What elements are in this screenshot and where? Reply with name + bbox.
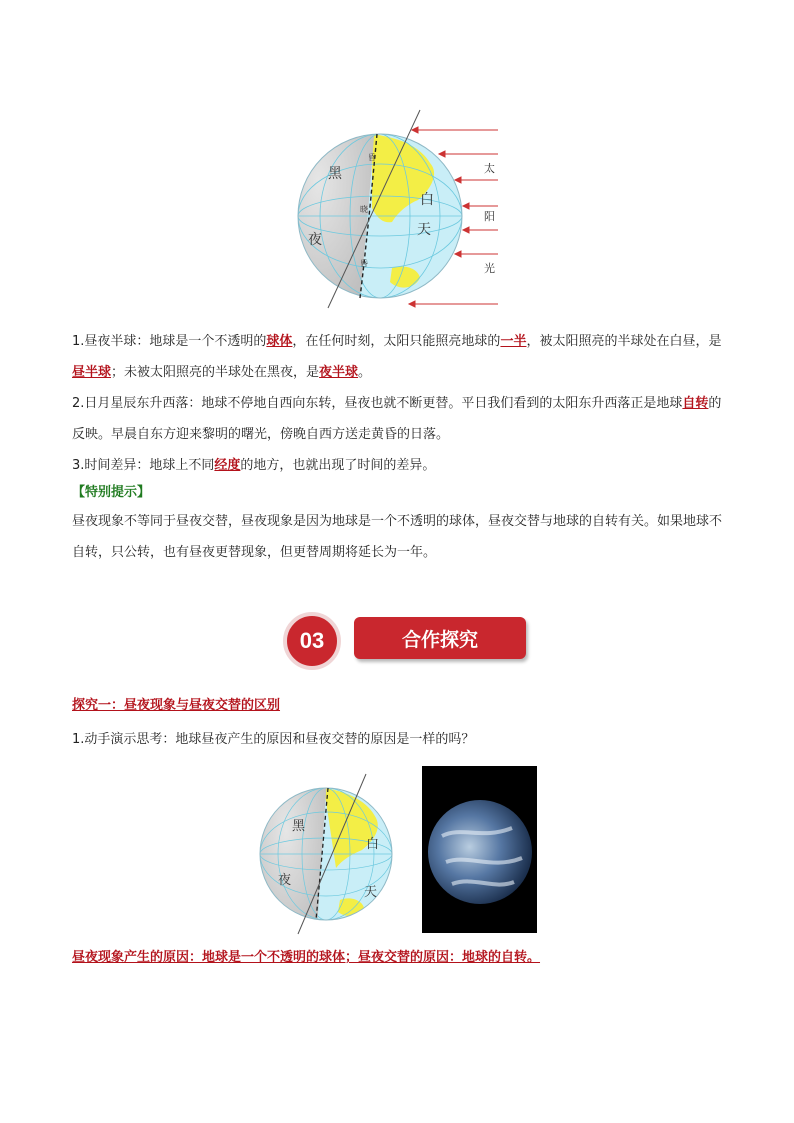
night-char-2: 夜 [308,232,322,248]
explore-question: 1.动手演示思考：地球昼夜产生的原因和昼夜交替的原因是一样的吗？ [72,732,475,747]
dusk-label: 昏 [368,153,376,162]
paragraph-1: 1.昼夜半球：地球是一个不透明的球体，在任何时刻，太阳只能照亮地球的一半，被太阳照亮的半球处在白昼，是昼半球；未被太阳照亮的半球处在黑夜，是夜半球。 [72,334,722,380]
dusk-label-2: 昏 [360,259,368,268]
night-char-1: 黑 [328,166,342,182]
day-char-1: 白 [366,837,380,852]
tip-title: 【特别提示】 [72,485,151,500]
globe-sunlight-figure [280,108,505,310]
dawn-label: 晓 [360,205,368,214]
day-char-2: 天 [364,885,378,900]
sun-char-1: 太 [484,162,495,175]
explore-answer: 昼夜现象产生的原因：地球是一个不透明的球体；昼夜交替的原因：地球的自转。 [72,950,541,965]
paragraph-2: 2.日月星辰东升西落：地球不停地自西向东转，昼夜也就不断更替。平日我们看到的太阳东升西落正是地球自转的反映。早晨自东方迎来黎明的曙光，傍晚自西方送走黄昏的日落。 [72,396,722,442]
globe-figure-2 [258,768,408,938]
night-char-2: 夜 [278,873,292,888]
day-char-1: 白 [420,192,434,208]
explore-heading: 探究一：昼夜现象与昼夜交替的区别 [72,698,281,713]
night-char-1: 黑 [292,819,306,834]
paragraph-3: 3.时间差异：地球上不同经度的地方，也就出现了时间的差异。 [72,458,436,473]
section-number-badge: 03 [283,612,341,670]
sun-char-2: 阳 [484,210,495,223]
day-char-2: 天 [417,222,431,238]
section-title: 合作探究 [354,617,526,659]
sun-char-3: 光 [484,262,495,275]
earth-photo [422,766,537,933]
tip-text: 昼夜现象不等同于昼夜交替，昼夜现象是因为地球是一个不透明的球体，昼夜交替与地球的自转有关。如果地球不自转，只公转，也有昼夜更替现象，但更替周期将延长为一年。 [72,514,723,560]
